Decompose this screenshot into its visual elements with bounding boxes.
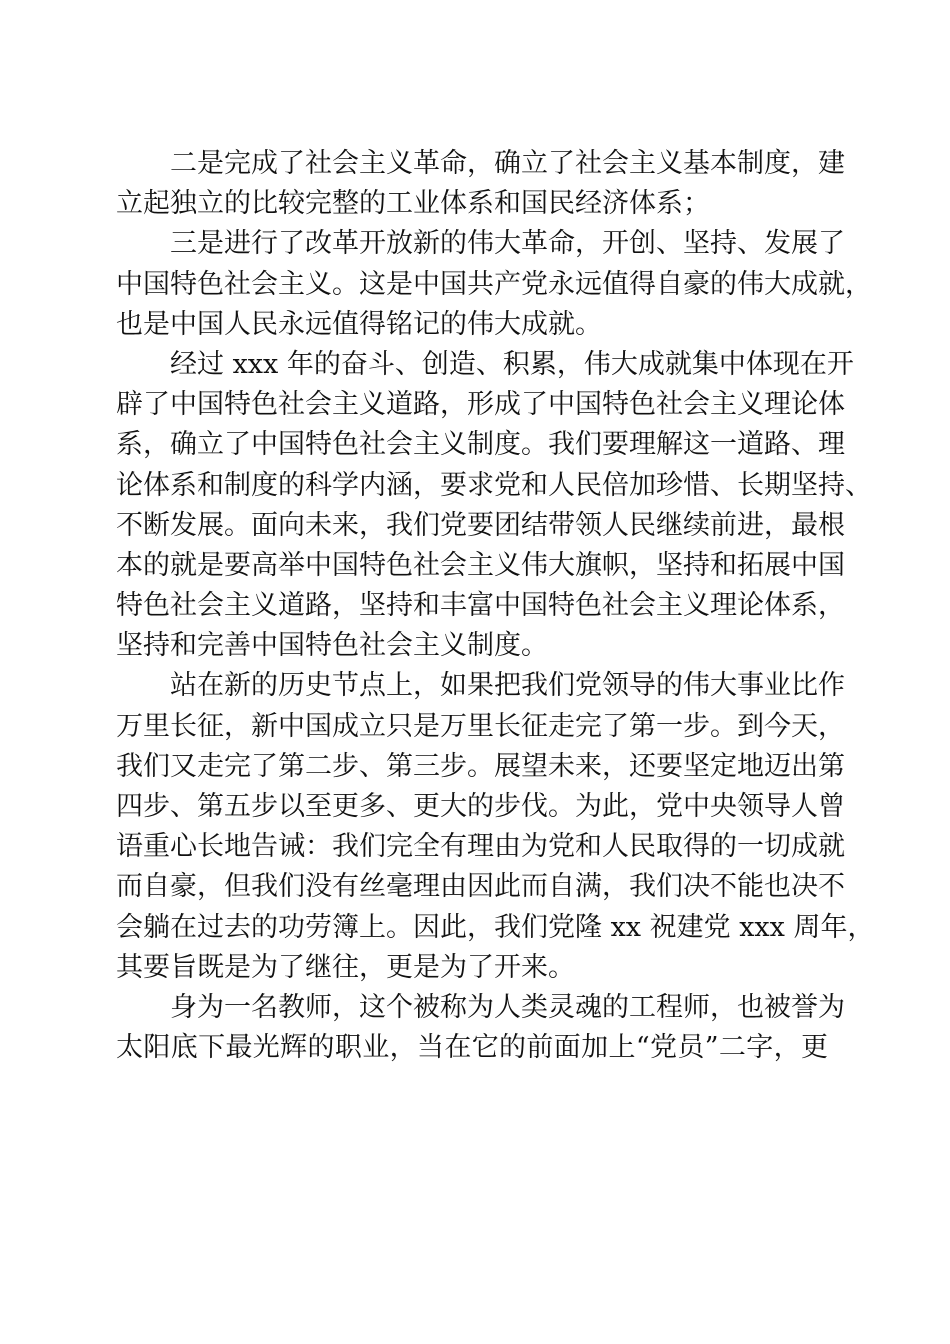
text-line: 系，确立了中国特色社会主义制度。我们要理解这一道路、理 [116, 429, 845, 461]
text-line: 四步、第五步以至更多、更大的步伐。为此，党中央领导人曾 [116, 791, 845, 822]
paragraph-3 [116, 345, 872, 667]
paragraph-5 [116, 988, 845, 1068]
text-line: 中国特色社会主义。这是中国共产党永远值得自豪的伟大成就， [116, 268, 872, 300]
text-line: 不断发展。面向未来，我们党要团结带领人民继续前进，最根 [116, 509, 845, 541]
text-line: 身为一名教师，这个被称为人类灵魂的工程师，也被誉为 [170, 991, 845, 1023]
text-line: 特色社会主义道路，坚持和丰富中国特色社会主义理论体系， [116, 590, 845, 622]
text-line: 站在新的历史节点上，如果把我们党领导的伟大事业比作 [170, 670, 845, 702]
document-body [116, 144, 875, 1068]
paragraph-4 [116, 666, 875, 988]
text-line: 而自豪，但我们没有丝毫理由因此而自满，我们决不能也决不 [116, 871, 845, 903]
text-line: 会躺在过去的功劳簿上。因此，我们党隆 xx 祝建党 xxx 周年， [116, 911, 875, 943]
text-line: 坚持和完善中国特色社会主义制度。 [116, 630, 548, 662]
text-line: 语重心长地告诫：我们完全有理由为党和人民取得的一切成就 [116, 831, 845, 863]
paragraph-1 [116, 144, 845, 224]
text-line: 万里长征，新中国成立只是万里长征走完了第一步。到今天， [116, 710, 845, 742]
text-line: 也是中国人民永远值得铭记的伟大成就。 [116, 308, 602, 340]
text-line: 立起独立的比较完整的工业体系和国民经济体系； [116, 188, 710, 220]
text-line: 辟了中国特色社会主义道路，形成了中国特色社会主义理论体 [116, 389, 845, 421]
text-line: 二是完成了社会主义革命，确立了社会主义基本制度，建 [170, 148, 845, 179]
text-line: 我们又走完了第二步、第三步。展望未来，还要坚定地迈出第 [116, 750, 845, 782]
text-line: 论体系和制度的科学内涵，要求党和人民倍加珍惜、长期坚持、 [116, 469, 872, 501]
text-line: 经过 xxx 年的奋斗、创造、积累，伟大成就集中体现在开 [170, 348, 854, 380]
text-line: 本的就是要高举中国特色社会主义伟大旗帜，坚持和拓展中国 [116, 549, 845, 581]
text-line: 三是进行了改革开放新的伟大革命，开创、坚持、发展了 [170, 228, 845, 260]
paragraph-2 [116, 224, 872, 345]
text-line: 其要旨既是为了继往，更是为了开来。 [116, 951, 575, 983]
text-line: 太阳底下最光辉的职业，当在它的前面加上“党员”二字，更 [116, 1032, 828, 1064]
